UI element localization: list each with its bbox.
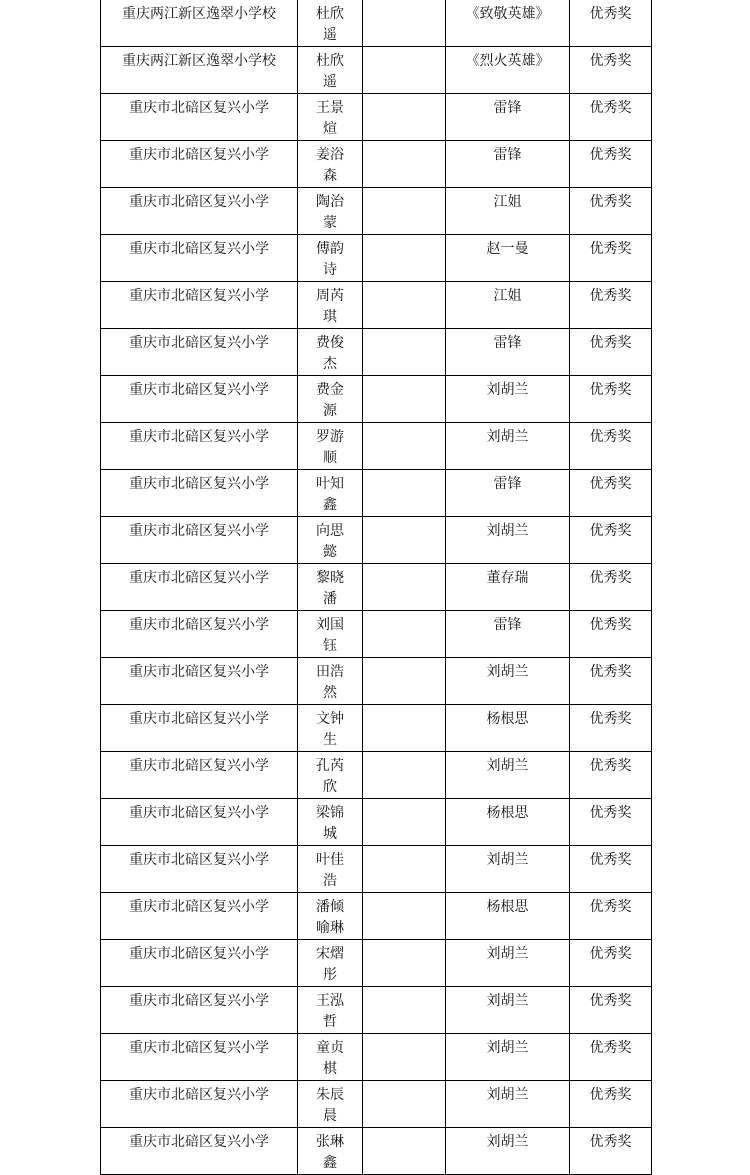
blank-cell [363,470,446,517]
school-cell: 重庆市北碚区复兴小学 [101,799,298,846]
award-level-cell: 优秀奖 [570,611,652,658]
work-title-cell: 刘胡兰 [446,423,570,470]
award-level-cell: 优秀奖 [570,188,652,235]
work-title-cell: 江姐 [446,188,570,235]
student-name-cell: 周芮琪 [298,282,363,329]
award-level-cell: 优秀奖 [570,47,652,94]
table-row [101,470,652,517]
award-level-cell: 优秀奖 [570,1081,652,1128]
table-row [101,1081,652,1128]
student-name-cell: 王景煊 [298,94,363,141]
award-level-cell: 优秀奖 [570,752,652,799]
school-cell: 重庆市北碚区复兴小学 [101,141,298,188]
award-level-cell: 优秀奖 [570,94,652,141]
work-title-cell: 董存瑞 [446,564,570,611]
table-row [101,329,652,376]
award-list-table [100,0,652,1175]
student-name-cell: 黎晓潘 [298,564,363,611]
work-title-cell: 刘胡兰 [446,846,570,893]
table-row [101,1128,652,1175]
blank-cell [363,658,446,705]
work-title-cell: 雷锋 [446,141,570,188]
award-level-cell: 优秀奖 [570,799,652,846]
award-level-cell: 优秀奖 [570,329,652,376]
work-title-cell: 雷锋 [446,611,570,658]
table-row [101,282,652,329]
school-cell: 重庆市北碚区复兴小学 [101,1128,298,1175]
award-level-cell: 优秀奖 [570,564,652,611]
school-cell: 重庆市北碚区复兴小学 [101,846,298,893]
student-name-cell: 费俊杰 [298,329,363,376]
blank-cell [363,141,446,188]
award-level-cell: 优秀奖 [570,705,652,752]
school-cell: 重庆市北碚区复兴小学 [101,517,298,564]
table-row [101,188,652,235]
school-cell: 重庆市北碚区复兴小学 [101,752,298,799]
work-title-cell: 江姐 [446,282,570,329]
work-title-cell: 《烈火英雄》 [446,47,570,94]
school-cell: 重庆市北碚区复兴小学 [101,94,298,141]
award-level-cell: 优秀奖 [570,376,652,423]
award-level-cell: 优秀奖 [570,517,652,564]
work-title-cell: 刘胡兰 [446,517,570,564]
school-cell: 重庆市北碚区复兴小学 [101,705,298,752]
student-name-cell: 宋熠彤 [298,940,363,987]
student-name-cell: 梁锦城 [298,799,363,846]
work-title-cell: 刘胡兰 [446,752,570,799]
school-cell: 重庆市北碚区复兴小学 [101,1081,298,1128]
school-cell: 重庆市北碚区复兴小学 [101,893,298,940]
student-name-cell: 陶治蒙 [298,188,363,235]
school-cell: 重庆市北碚区复兴小学 [101,282,298,329]
school-cell: 重庆市北碚区复兴小学 [101,1034,298,1081]
student-name-cell: 张琳鑫 [298,1128,363,1175]
work-title-cell: 刘胡兰 [446,1128,570,1175]
student-name-cell: 王泓哲 [298,987,363,1034]
school-cell: 重庆市北碚区复兴小学 [101,987,298,1034]
table-row [101,893,652,940]
award-level-cell: 优秀奖 [570,1128,652,1175]
school-cell: 重庆市北碚区复兴小学 [101,611,298,658]
student-name-cell: 潘倾喻琳 [298,893,363,940]
school-cell: 重庆两江新区逸翠小学校 [101,0,298,47]
award-level-cell: 优秀奖 [570,846,652,893]
table-row [101,611,652,658]
table-row [101,705,652,752]
award-level-cell: 优秀奖 [570,235,652,282]
student-name-cell: 田浩然 [298,658,363,705]
school-cell: 重庆市北碚区复兴小学 [101,564,298,611]
school-cell: 重庆市北碚区复兴小学 [101,470,298,517]
blank-cell [363,235,446,282]
blank-cell [363,987,446,1034]
school-cell: 重庆市北碚区复兴小学 [101,376,298,423]
work-title-cell: 雷锋 [446,94,570,141]
table-row [101,940,652,987]
school-cell: 重庆市北碚区复兴小学 [101,423,298,470]
work-title-cell: 刘胡兰 [446,940,570,987]
award-level-cell: 优秀奖 [570,1034,652,1081]
student-name-cell: 向思懿 [298,517,363,564]
work-title-cell: 杨根思 [446,705,570,752]
blank-cell [363,799,446,846]
blank-cell [363,846,446,893]
school-cell: 重庆市北碚区复兴小学 [101,235,298,282]
table-row [101,846,652,893]
school-cell: 重庆市北碚区复兴小学 [101,329,298,376]
table-row [101,376,652,423]
table-row [101,987,652,1034]
work-title-cell: 刘胡兰 [446,1034,570,1081]
award-level-cell: 优秀奖 [570,987,652,1034]
school-cell: 重庆市北碚区复兴小学 [101,658,298,705]
work-title-cell: 雷锋 [446,470,570,517]
table-row [101,423,652,470]
table-row [101,1034,652,1081]
work-title-cell: 杨根思 [446,799,570,846]
work-title-cell: 刘胡兰 [446,987,570,1034]
blank-cell [363,705,446,752]
work-title-cell: 《致敬英雄》 [446,0,570,47]
blank-cell [363,94,446,141]
school-cell: 重庆市北碚区复兴小学 [101,188,298,235]
table-row [101,94,652,141]
blank-cell [363,611,446,658]
student-name-cell: 叶知鑫 [298,470,363,517]
award-level-cell: 优秀奖 [570,658,652,705]
student-name-cell: 费金源 [298,376,363,423]
blank-cell [363,1081,446,1128]
award-rows [101,0,652,1175]
blank-cell [363,564,446,611]
blank-cell [363,1034,446,1081]
student-name-cell: 刘国钰 [298,611,363,658]
work-title-cell: 刘胡兰 [446,1081,570,1128]
table-row [101,752,652,799]
work-title-cell: 赵一曼 [446,235,570,282]
school-cell: 重庆两江新区逸翠小学校 [101,47,298,94]
award-level-cell: 优秀奖 [570,423,652,470]
student-name-cell: 杜欣遥 [298,47,363,94]
award-level-cell: 优秀奖 [570,940,652,987]
student-name-cell: 姜浴森 [298,141,363,188]
student-name-cell: 孔芮欣 [298,752,363,799]
award-level-cell: 优秀奖 [570,141,652,188]
blank-cell [363,188,446,235]
blank-cell [363,47,446,94]
blank-cell [363,282,446,329]
table-row [101,517,652,564]
table-row [101,564,652,611]
table-row [101,235,652,282]
blank-cell [363,940,446,987]
student-name-cell: 朱辰晨 [298,1081,363,1128]
student-name-cell: 童贞棋 [298,1034,363,1081]
work-title-cell: 刘胡兰 [446,376,570,423]
award-level-cell: 优秀奖 [570,282,652,329]
work-title-cell: 杨根思 [446,893,570,940]
blank-cell [363,423,446,470]
blank-cell [363,752,446,799]
table-row [101,799,652,846]
blank-cell [363,1128,446,1175]
student-name-cell: 叶佳浩 [298,846,363,893]
student-name-cell: 杜欣遥 [298,0,363,47]
blank-cell [363,517,446,564]
student-name-cell: 文钟生 [298,705,363,752]
table-row [101,0,652,47]
blank-cell [363,0,446,47]
work-title-cell: 雷锋 [446,329,570,376]
award-level-cell: 优秀奖 [570,893,652,940]
table-row [101,658,652,705]
blank-cell [363,893,446,940]
work-title-cell: 刘胡兰 [446,658,570,705]
award-level-cell: 优秀奖 [570,0,652,47]
school-cell: 重庆市北碚区复兴小学 [101,940,298,987]
table-row [101,141,652,188]
blank-cell [363,376,446,423]
student-name-cell: 傅韵诗 [298,235,363,282]
award-level-cell: 优秀奖 [570,470,652,517]
table-row [101,47,652,94]
blank-cell [363,329,446,376]
student-name-cell: 罗游顺 [298,423,363,470]
